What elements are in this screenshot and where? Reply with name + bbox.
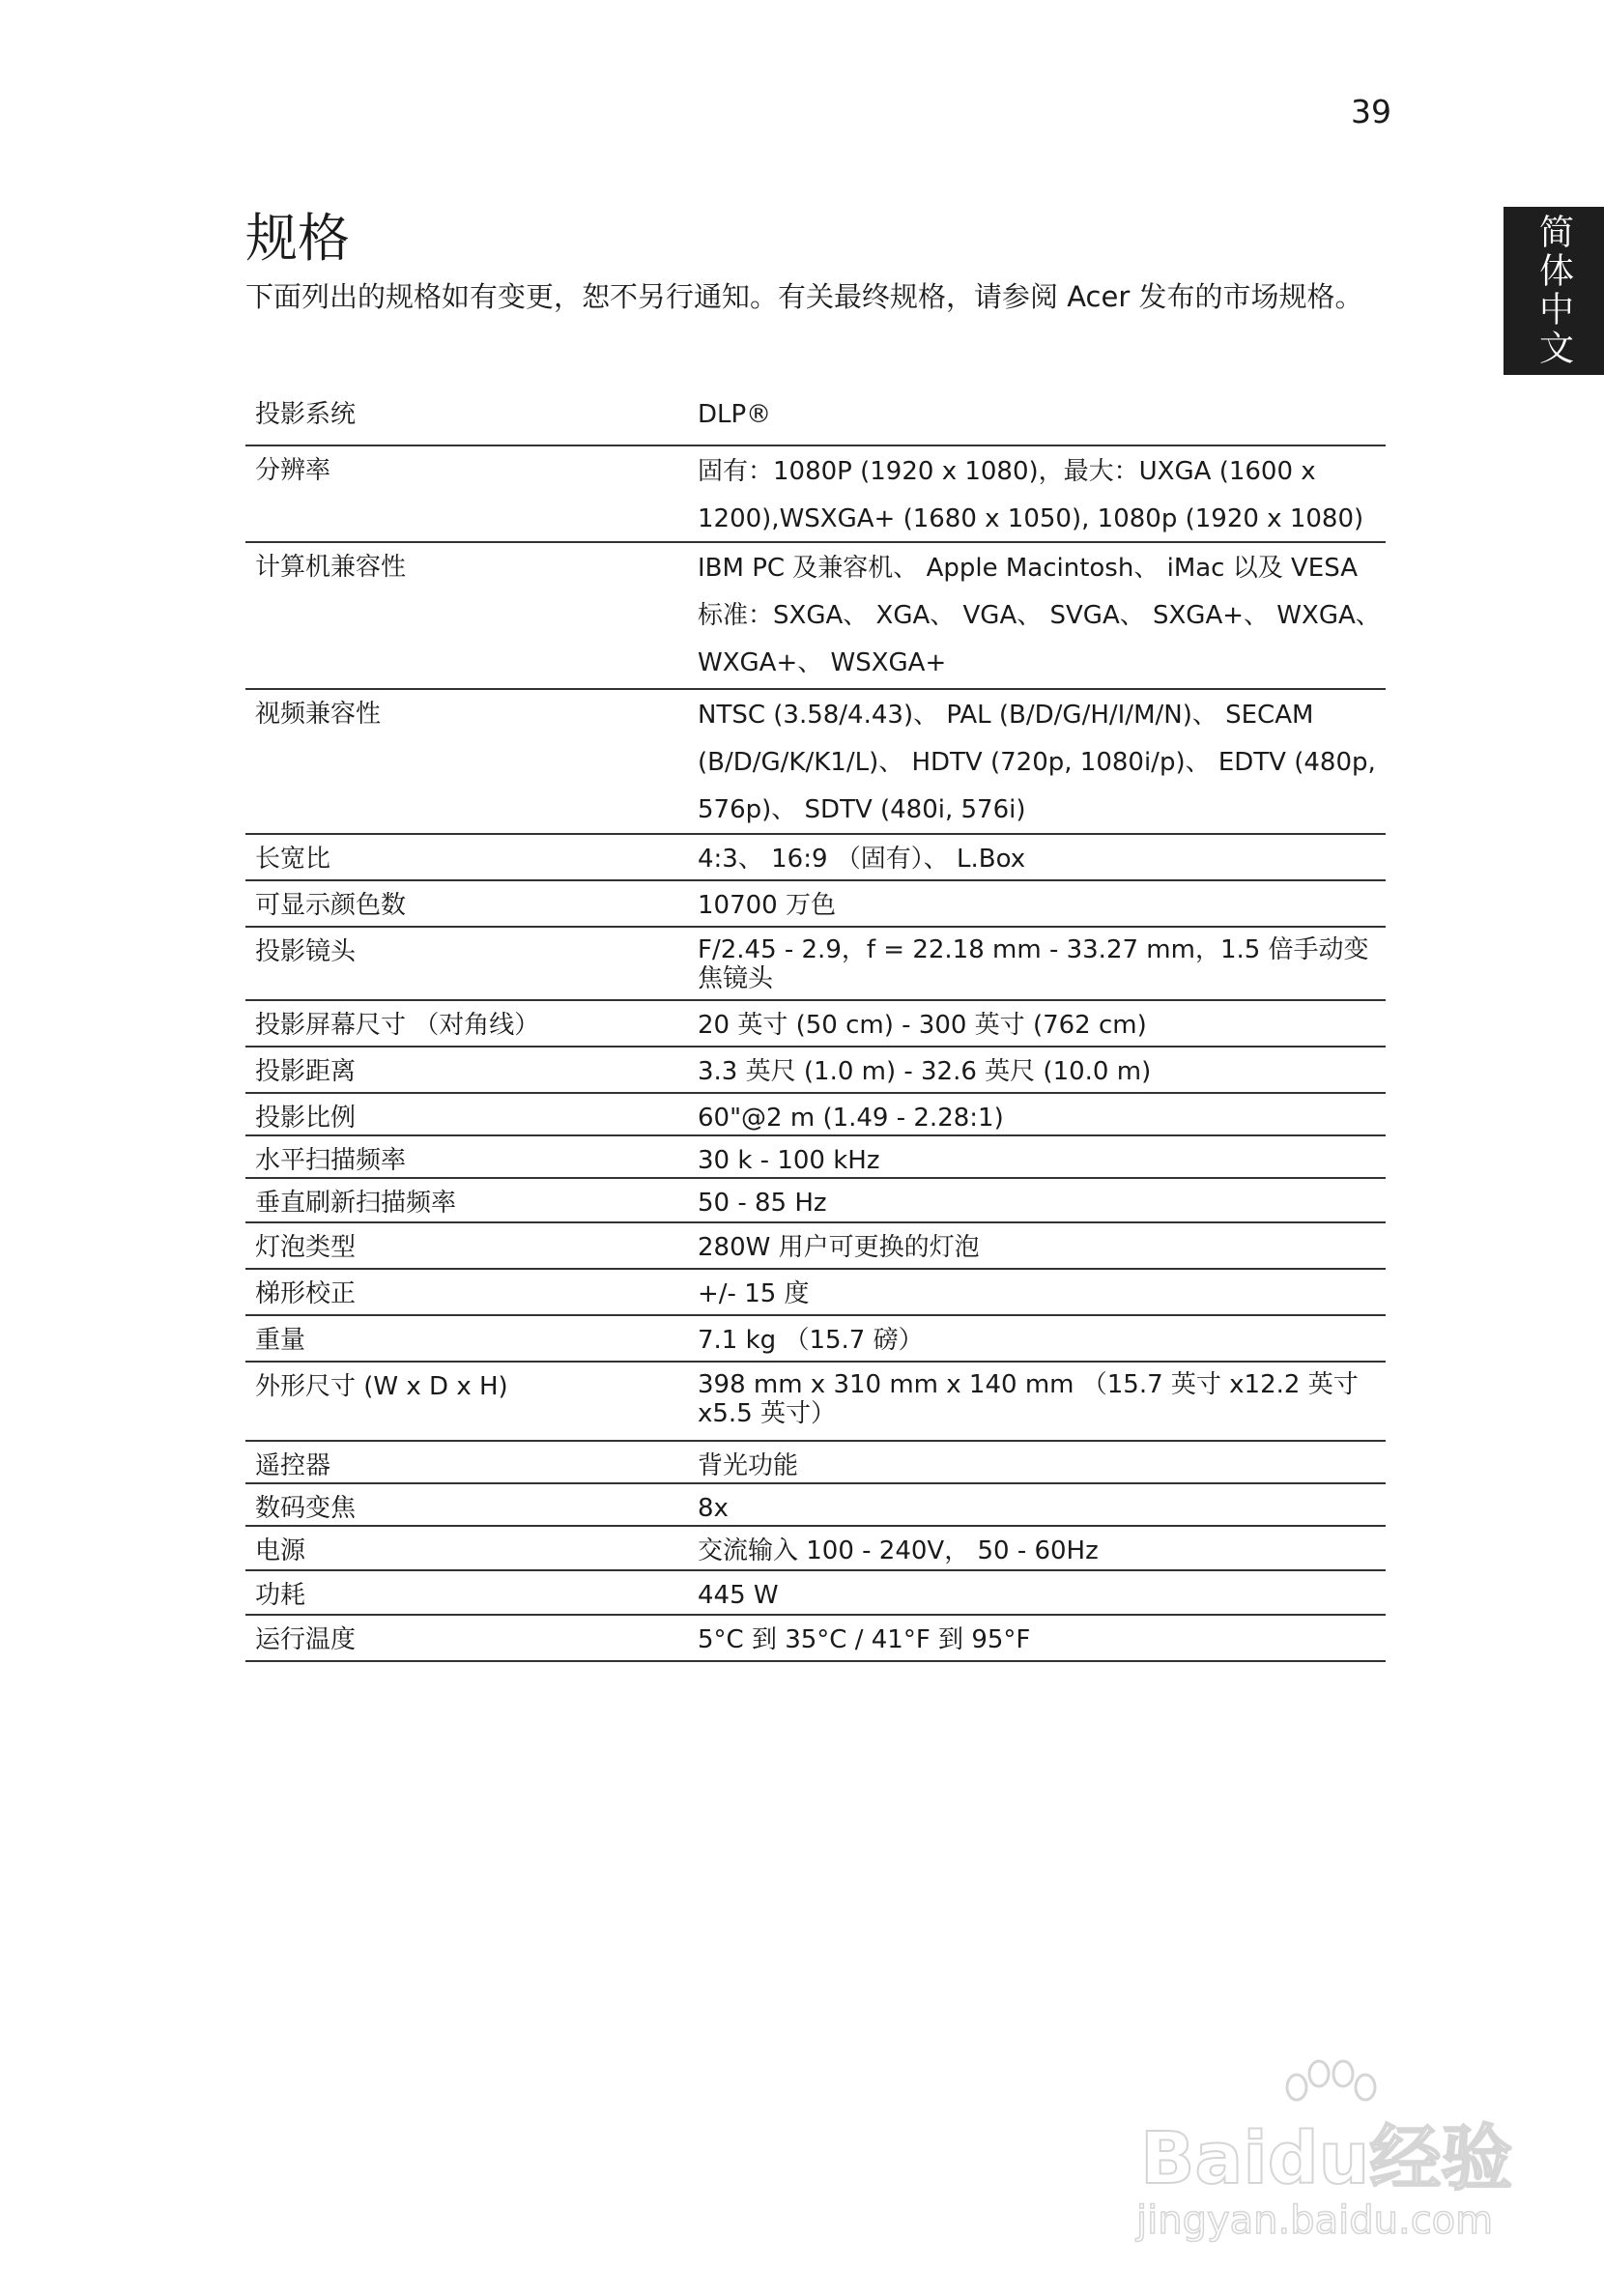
spec-label: 投影距离 <box>255 1057 357 1086</box>
watermark-url: jingyan.baidu.com <box>1136 2198 1494 2243</box>
spec-value: 280W 用户可更换的灯泡 <box>698 1233 980 1262</box>
spec-value: 50 - 85 Hz <box>698 1189 827 1218</box>
spec-row <box>245 835 1386 881</box>
page-title: 规格 <box>245 208 350 269</box>
page-number: 39 <box>1351 93 1391 130</box>
spec-label: 外形尺寸 (W x D x H) <box>255 1372 508 1401</box>
spec-row <box>245 1223 1386 1270</box>
watermark <box>1131 2058 1517 2252</box>
spec-label: 水平扫描频率 <box>255 1146 407 1175</box>
spec-label: 梯形校正 <box>255 1279 357 1308</box>
spec-value: 5°C 到 35°C / 41°F 到 95°F <box>698 1625 1031 1654</box>
spec-row <box>245 1048 1386 1094</box>
spec-value: F/2.45 - 2.9，f = 22.18 mm - 33.27 mm，1.5 倍手动变焦镜头 <box>698 935 1369 993</box>
spec-row <box>245 1363 1386 1442</box>
spec-row <box>245 1527 1386 1571</box>
spec-row <box>245 543 1386 690</box>
spec-label: 投影镜头 <box>255 937 357 966</box>
spec-label: 数码变焦 <box>255 1494 357 1523</box>
spec-row <box>245 1442 1386 1484</box>
spec-value: 7.1 kg （15.7 磅） <box>698 1326 924 1355</box>
spec-value: 60"@2 m (1.49 - 2.28:1) <box>698 1104 1004 1133</box>
spec-label: 可显示颜色数 <box>255 891 407 920</box>
spec-label: 投影屏幕尺寸 （对角线） <box>255 1011 540 1040</box>
spec-value: 3.3 英尺 (1.0 m) - 32.6 英尺 (10.0 m) <box>698 1057 1152 1086</box>
spec-row <box>245 1179 1386 1223</box>
spec-label: 运行温度 <box>255 1625 357 1654</box>
spec-value: 交流输入 100 - 240V， 50 - 60Hz <box>698 1536 1099 1565</box>
spec-row <box>245 1484 1386 1527</box>
spec-label: 电源 <box>255 1536 306 1565</box>
spec-label: 功耗 <box>255 1581 306 1610</box>
spec-value: 8x <box>698 1494 729 1523</box>
spec-row <box>245 390 1386 446</box>
language-tab <box>1504 207 1604 375</box>
spec-value: NTSC (3.58/4.43)、 PAL (B/D/G/H/I/M/N)、 SECAM (B/D/G/K/K1/L)、 HDTV (720p, 1080i/p)、 EDTV (480p, 576p)、 SDTV (480i, 576i) <box>698 701 1376 824</box>
spec-row <box>245 881 1386 928</box>
spec-label: 视频兼容性 <box>255 700 382 729</box>
spec-value: IBM PC 及兼容机、 Apple Macintosh、 iMac 以及 VESA 标准：SXGA、 XGA、 VGA、 SVGA、 SXGA+、 WXGA、 WXGA+、 WSXGA+ <box>698 554 1381 677</box>
spec-value: 30 k - 100 kHz <box>698 1146 880 1175</box>
language-tab-label: 简体中文 <box>1533 214 1574 368</box>
spec-row <box>245 1616 1386 1662</box>
spec-table <box>245 390 1386 1662</box>
spec-label: 灯泡类型 <box>255 1233 357 1262</box>
spec-row <box>245 928 1386 1001</box>
spec-label: 重量 <box>255 1326 306 1355</box>
spec-row <box>245 1001 1386 1048</box>
spec-label: 垂直刷新扫描频率 <box>255 1189 457 1218</box>
intro-paragraph: 下面列出的规格如有变更，恕不另行通知。有关最终规格，请参阅 Acer 发布的市场规格。 <box>245 280 1363 313</box>
spec-label: 投影比例 <box>255 1104 357 1133</box>
watermark-logo: Baidu经验 <box>1140 2117 1513 2200</box>
spec-row <box>245 1136 1386 1179</box>
spec-row <box>245 1094 1386 1136</box>
spec-label: 遥控器 <box>255 1451 331 1480</box>
spec-value: DLP® <box>698 400 772 429</box>
spec-value: +/- 15 度 <box>698 1279 810 1308</box>
spec-row <box>245 690 1386 835</box>
spec-label: 长宽比 <box>255 845 331 874</box>
spec-value: 398 mm x 310 mm x 140 mm （15.7 英寸 x12.2 英寸 x5.5 英寸） <box>698 1370 1359 1428</box>
spec-label: 投影系统 <box>255 400 357 429</box>
spec-row <box>245 1571 1386 1616</box>
spec-row <box>245 1270 1386 1316</box>
spec-value: 固有：1080P (1920 x 1080)，最大：UXGA (1600 x 1200),WSXGA+ (1680 x 1050), 1080p (1920 x 1080) <box>698 457 1364 533</box>
spec-value: 20 英寸 (50 cm) - 300 英寸 (762 cm) <box>698 1011 1147 1040</box>
spec-value: 4:3、 16:9 （固有）、 L.Box <box>698 845 1026 874</box>
spec-row <box>245 1316 1386 1363</box>
spec-label: 分辨率 <box>255 456 331 485</box>
spec-value: 10700 万色 <box>698 891 836 920</box>
spec-value: 445 W <box>698 1581 779 1610</box>
spec-row <box>245 446 1386 543</box>
spec-label: 计算机兼容性 <box>255 553 407 582</box>
spec-value: 背光功能 <box>698 1451 799 1480</box>
